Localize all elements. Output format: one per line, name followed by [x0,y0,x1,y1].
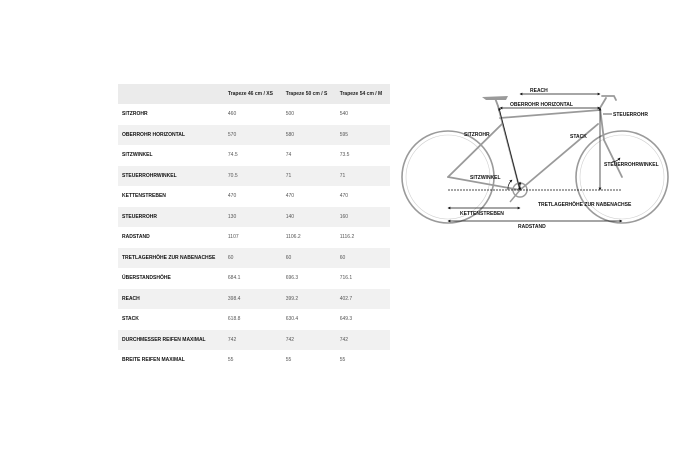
row-label: STEUERROHRWINKEL [118,166,224,187]
label-radstand: RADSTAND [518,224,546,230]
row-label: BREITE REIFEN MAXIMAL [118,350,224,371]
table-row [118,207,390,228]
bike-saddle [482,96,508,100]
table-row [118,330,390,351]
table-row [118,145,390,166]
row-label: ÜBERSTANDSHÖHE [118,268,224,289]
row-value: 618.8 [224,309,282,330]
table-row [118,186,390,207]
row-value: 160 [336,207,390,228]
label-steuerrohrwinkel: STEUERROHRWINKEL [604,162,659,168]
table-body [118,104,390,371]
table-row [118,166,390,187]
label-kettenstreben: KETTENSTREBEN [460,211,504,217]
row-value: 580 [282,125,336,146]
row-value: 60 [224,248,282,269]
row-value: 140 [282,207,336,228]
row-label: REACH [118,289,224,310]
row-value: 595 [336,125,390,146]
row-value: 55 [336,350,390,371]
label-oberrohr: OBERROHR HORIZONTAL [510,102,573,108]
label-sitzwinkel: SITZWINKEL [470,175,501,181]
table-row [118,309,390,330]
row-value: 570 [224,125,282,146]
table-row [118,289,390,310]
row-value: 60 [282,248,336,269]
table-header-empty [118,84,224,104]
row-value: 398.4 [224,289,282,310]
row-value: 71 [282,166,336,187]
row-value: 742 [224,330,282,351]
table-row [118,227,390,248]
row-label: KETTENSTREBEN [118,186,224,207]
row-value: 540 [336,104,390,125]
label-tretlager: TRETLAGERHÖHE ZUR NABENACHSE [538,202,632,208]
row-value: 1106.2 [282,227,336,248]
table-header-row [118,84,390,104]
bike-geometry-diagram [400,84,692,244]
row-label: DURCHMESSER REIFEN MAXIMAL [118,330,224,351]
table-row [118,125,390,146]
table-row [118,268,390,289]
row-label: OBERROHR HORIZONTAL [118,125,224,146]
label-stack: STACK [570,134,587,140]
row-label: STEUERROHR [118,207,224,228]
sitzrohr-line [499,108,520,190]
label-sitzrohr: SITZROHR [464,132,490,138]
row-value: 60 [336,248,390,269]
row-label: TRETLAGERHÖHE ZUR NABENACHSE [118,248,224,269]
label-steuerrohr: STEUERROHR [613,112,649,118]
row-value: 74 [282,145,336,166]
row-value: 716.1 [336,268,390,289]
row-value: 402.7 [336,289,390,310]
row-value: 55 [224,350,282,371]
row-value: 1116.2 [336,227,390,248]
row-value: 684.1 [224,268,282,289]
row-value: 74.5 [224,145,282,166]
table-row [118,248,390,269]
row-value: 460 [224,104,282,125]
geometry-table [118,84,390,371]
row-value: 130 [224,207,282,228]
row-value: 55 [282,350,336,371]
table-header-m: Trapeze 54 cm / M [336,84,390,104]
row-value: 742 [336,330,390,351]
row-label: SITZROHR [118,104,224,125]
row-value: 470 [336,186,390,207]
row-value: 742 [282,330,336,351]
row-value: 500 [282,104,336,125]
table-row [118,104,390,125]
row-label: SITZWINKEL [118,145,224,166]
row-value: 696.3 [282,268,336,289]
row-value: 399.2 [282,289,336,310]
row-value: 470 [224,186,282,207]
row-value: 70.5 [224,166,282,187]
row-label: RADSTAND [118,227,224,248]
table-header-xs: Trapeze 46 cm / XS [224,84,282,104]
row-value: 1107 [224,227,282,248]
row-value: 630.4 [282,309,336,330]
table-header-s: Trapeze 50 cm / S [282,84,336,104]
row-value: 71 [336,166,390,187]
table-row [118,350,390,371]
row-value: 470 [282,186,336,207]
row-value: 649.3 [336,309,390,330]
row-value: 73.5 [336,145,390,166]
bike-handlebar [602,96,616,100]
label-reach: REACH [530,88,548,94]
row-label: STACK [118,309,224,330]
